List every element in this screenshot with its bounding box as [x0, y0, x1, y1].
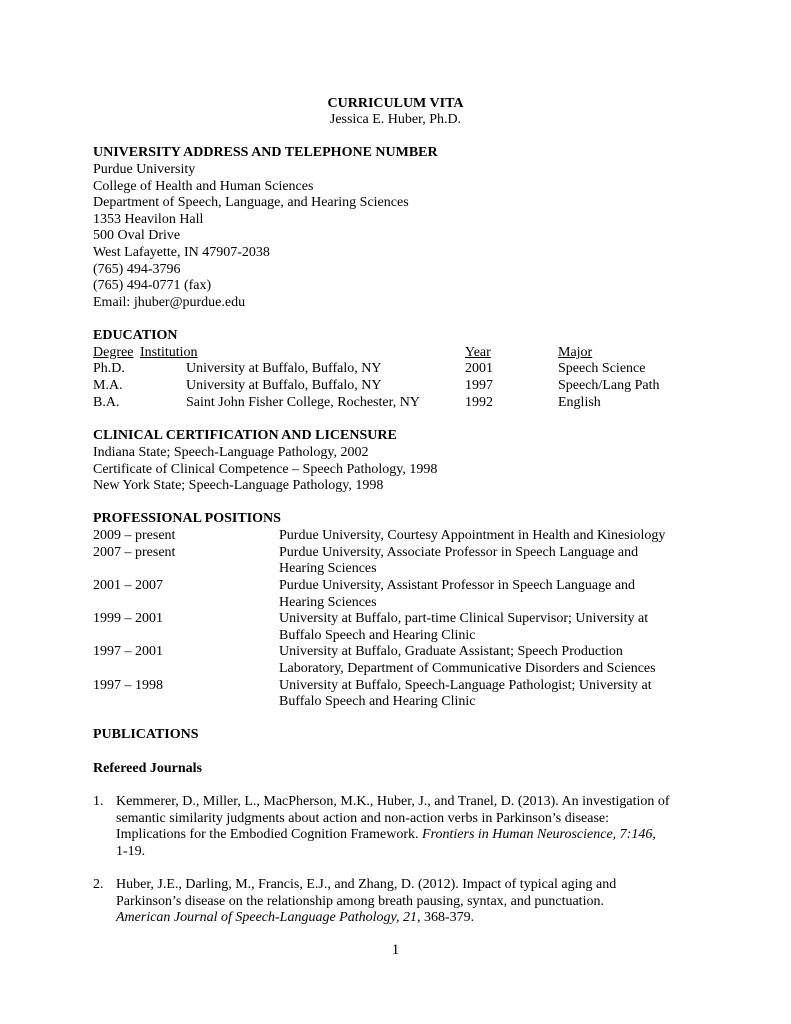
position-years: 1999 – 2001 [93, 611, 163, 626]
address-line: West Lafayette, IN 47907-2038 [93, 245, 270, 260]
positions-heading: PROFESSIONAL POSITIONS [93, 511, 281, 526]
education-institution: University at Buffalo, Buffalo, NY [186, 361, 382, 376]
publication-line: 1-19. [116, 844, 146, 859]
publication-number: 2. [93, 877, 104, 892]
education-year: 1997 [465, 378, 493, 393]
publication-line: semantic similarity judgments about action and non-action verbs in Parkinson’s disease: [116, 811, 610, 826]
phone-line: (765) 494-3796 [93, 262, 181, 277]
certification-heading: CLINICAL CERTIFICATION AND LICENSURE [93, 428, 397, 443]
journal-name: Frontiers in Human Neuroscience, 7:146, [422, 827, 656, 842]
certification-line: New York State; Speech-Language Pathology, 1998 [93, 478, 384, 493]
author-name: Jessica E. Huber, Ph.D. [329, 112, 462, 127]
education-year: 2001 [465, 361, 493, 376]
position-years: 2007 – present [93, 545, 176, 560]
publication-line: Parkinson’s disease on the relationship among breath pausing, syntax, and punctuation. [116, 894, 604, 909]
position-description: Hearing Sciences [279, 561, 377, 576]
address-line: College of Health and Human Sciences [93, 179, 314, 194]
education-col-institution: Institution [140, 345, 198, 360]
address-heading: UNIVERSITY ADDRESS AND TELEPHONE NUMBER [93, 145, 438, 160]
refereed-journals-heading: Refereed Journals [93, 761, 202, 776]
position-years: 1997 – 1998 [93, 678, 163, 693]
education-year: 1992 [465, 395, 493, 410]
education-institution: Saint John Fisher College, Rochester, NY [186, 395, 420, 410]
publication-line [116, 909, 474, 926]
publication-text: 368-379. [420, 910, 475, 925]
address-line: 500 Oval Drive [93, 228, 181, 243]
address-line: Department of Speech, Language, and Hearing Sciences [93, 195, 409, 210]
position-description: Buffalo Speech and Hearing Clinic [279, 694, 476, 709]
education-heading: EDUCATION [93, 328, 178, 343]
education-col-year: Year [465, 345, 491, 360]
education-degree: Ph.D. [93, 361, 125, 376]
education-degree: B.A. [93, 395, 120, 410]
certification-line: Certificate of Clinical Competence – Speech Pathology, 1998 [93, 462, 438, 477]
position-years: 2001 – 2007 [93, 578, 163, 593]
publication-number: 1. [93, 794, 104, 809]
education-major: English [558, 395, 601, 410]
position-description: University at Buffalo, Graduate Assistant; Speech Production [279, 644, 623, 659]
publication-line: Kemmerer, D., Miller, L., MacPherson, M.K., Huber, J., and Tranel, D. (2013). An investigation of [116, 794, 670, 809]
position-description: Purdue University, Associate Professor in Speech Language and [279, 545, 639, 560]
publication-text: Implications for the Embodied Cognition Framework. [116, 827, 423, 842]
position-years: 2009 – present [93, 528, 176, 543]
position-description: Purdue University, Assistant Professor in Speech Language and [279, 578, 636, 593]
position-years: 1997 – 2001 [93, 644, 163, 659]
education-degree: M.A. [93, 378, 123, 393]
address-line: 1353 Heavilon Hall [93, 212, 204, 227]
position-description: University at Buffalo, Speech-Language Pathologist; University at [279, 678, 652, 693]
document-title: CURRICULUM VITA [327, 96, 464, 111]
publication-line [116, 826, 656, 843]
position-description: Laboratory, Department of Communicative Disorders and Sciences [279, 661, 656, 676]
education-major: Speech/Lang Path [558, 378, 660, 393]
position-description: Purdue University, Courtesy Appointment in Health and Kinesiology [279, 528, 666, 543]
page-number: 1 [391, 942, 400, 958]
address-line: Purdue University [93, 162, 196, 177]
fax-line: (765) 494-0771 (fax) [93, 278, 212, 293]
position-description: University at Buffalo, part-time Clinical Supervisor; University at [279, 611, 649, 626]
publications-heading: PUBLICATIONS [93, 727, 199, 742]
email-line: Email: jhuber@purdue.edu [93, 295, 246, 310]
certification-line: Indiana State; Speech-Language Pathology, 2002 [93, 445, 369, 460]
position-description: Buffalo Speech and Hearing Clinic [279, 628, 476, 643]
publication-line: Huber, J.E., Darling, M., Francis, E.J., and Zhang, D. (2012). Impact of typical aging and [116, 877, 617, 892]
education-col-degree: Degree [93, 345, 134, 360]
journal-name: American Journal of Speech-Language Pathology, 21, [116, 910, 421, 925]
position-description: Hearing Sciences [279, 595, 377, 610]
education-major: Speech Science [558, 361, 646, 376]
education-col-major: Major [558, 345, 593, 360]
education-institution: University at Buffalo, Buffalo, NY [186, 378, 382, 393]
